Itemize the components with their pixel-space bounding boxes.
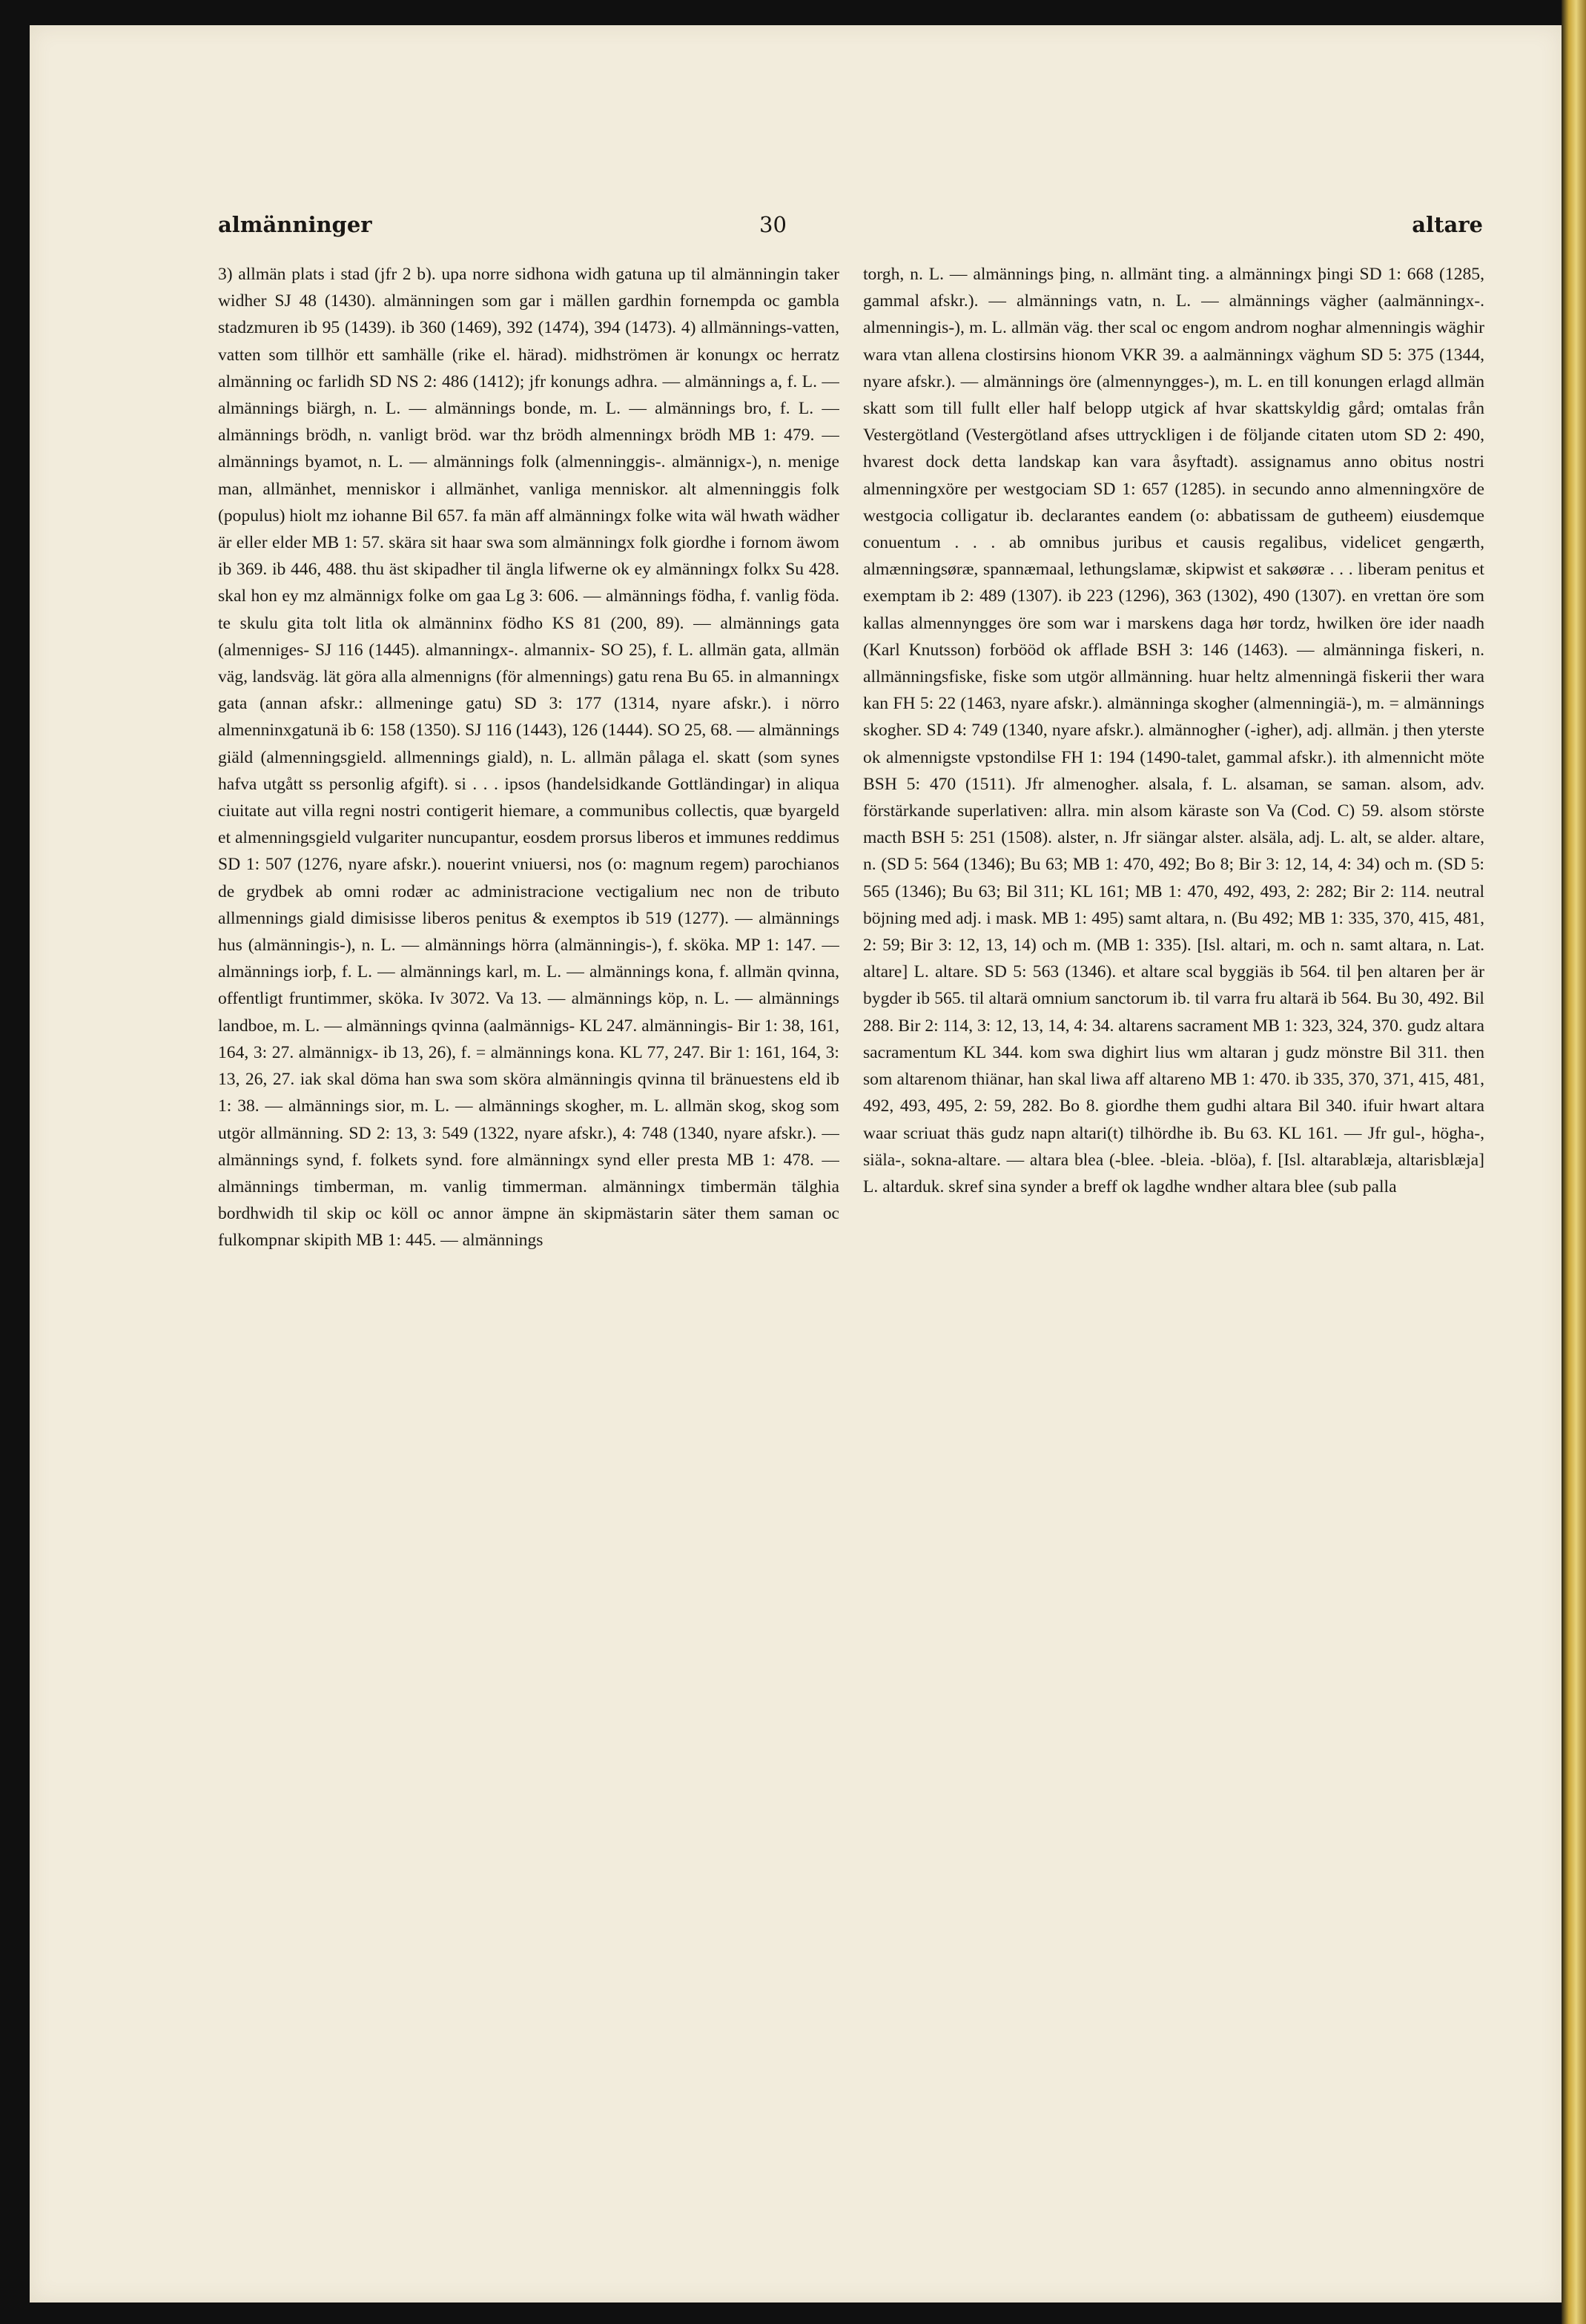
headword-left: almänninger (218, 212, 372, 237)
page-edge-strip (1562, 0, 1586, 2324)
left-column (218, 261, 839, 2262)
right-column (863, 261, 1484, 2262)
running-head (218, 212, 1483, 242)
headword-right: altare (1412, 212, 1483, 237)
right-column-text: torgh, n. L. — almännings þing, n. allmänt ting. a almänningx þingi SD 1: 668 (1285, gammal afskr.). — almännings vatn, n. L. — almännings vägher (aalmänningx-. almenningis-), m. L. allmän väg. ther scal oc engom androm noghar almenningis wäghir wara vtan allena clostirsins hionom VKR 39. a aalmänningx väghum SD 5: 375 (1344, nyare afskr.). — almännings öre (almennyngges-), m. L. en till konungen erlagd allmän skatt som till fullt eller half belopp utgick af hvar skattskyldig gård; omtalas från Vestergötland (Vestergötland afses uttryckligen i de följande citaten utom SD 2: 490, hvarest dock detta landskap kan vara åsyftadt). assignamus anno obitus nostri almenningxöre per westgociam SD 1: 657 (1285). in secundo anno almenningxöre de westgocia colligatur ib. declarantes eandem (o: abbatissam de gutheem) eiusdemque conuentum . . . ab omnibus juribus et causis regalibus, videlicet gengærth, almænningsøræ, spannæmaal, lethungslamæ, skipwist et sakøøræ . . . liberam penitus et exemptam ib 2: 489 (1307). ib 223 (1296), 363 (1302), 490 (1307). en vrettan öre som kallas almennyngges öre som war i marskens daga hør tordz, hwilken öre ider naadh (Karl Knutsson) forbööd ok afflade BSH 3: 146 (1463). — almänninga fiskeri, n. allmänningsfiske, fiske som utgör allmänning. huar heltz almenningä fiskerii ther wara kan FH 5: 22 (1463, nyare afskr.). almänninga skogher (almenningiä-), m. = almännings skogher. SD 4: 749 (1340, nyare afskr.). almännogher (-igher), adj. allmän. j then yterste ok almennigste vpstondilse FH 1: 194 (1490-talet, gammal afskr.). ith almennicht möte BSH 5: 470 (1511). Jfr almenogher. alsala, f. L. alsaman, se saman. alsom, adv. förstärkande superlativen: allra. min alsom käraste son Va (Cod. C) 59. alsom störste macth BSH 5: 251 (1508). alster, n. Jfr siängar alster. alsäla, adj. L. alt, se alder. altare, n. (SD 5: 564 (1346); Bu 63; MB 1: 470, 492; Bo 8; Bir 3: 12, 14, 4: 34) och m. (SD 5: 565 (1346); Bu 63; Bil 311; KL 161; MB 1: 470, 492, 493, 2: 282; Bir 2: 114. neutral böjning med adj. i mask. MB 1: 495) samt altara, n. (Bu 492; MB 1: 335, 370, 415, 481, 2: 59; Bir 3: 12, 13, 14) och m. (MB 1: 335). [Isl. altari, m. och n. samt altara, n. Lat. altare] L. altare. SD 5: 563 (1346). et altare scal byggiäs ib 564. til þen altaren þer är bygder ib 565. til altarä omnium sanctorum ib. til varra fru altarä ib 564. Bu 30, 492. Bil 288. Bir 2: 114, 3: 12, 13, 14, 4: 34. altarens sacrament MB 1: 323, 324, 370. gudz altara sacramentum KL 344. kom swa dighirt lius wm altaran j gudz mönstre Bil 311. then som altarenom thiänar, han skal liwa aff altareno MB 1: 470. ib 335, 370, 371, 415, 481, 492, 493, 495, 2: 59, 282. Bo 8. giordhe them gudhi altara Bil 340. ifuir hwart altara waar scriuat thäs gudz napn altari(t) tilhördhe ib. Bu 63. KL 161. — Jfr gul-, högha-, siäla-, sokna-altare. — altara blea (-blee. -bleia. -blöa), f. [Isl. altarablæja, altarisblæja] L. altarduk. skref sina synder a breff ok lagdhe wndher altara blee (sub palla (863, 265, 1484, 1196)
page-number: 30 (759, 212, 787, 237)
left-column-text: 3) allmän plats i stad (jfr 2 b). upa norre sidhona widh gatuna up til almänningin taker widher SJ 48 (1430). almänningen som gar i mällen gardhin fornempda oc gambla stadzmuren ib 95 (1439). ib 360 (1469), 392 (1474), 394 (1473). 4) allmännings-vatten, vatten som tillhör ett samhälle (rike el. härad). midhströmen är konungx oc herratz almänning oc farlidh SD NS 2: 486 (1412); jfr konungs adhra. — almännings a, f. L. — almännings biärgh, n. L. — almännings bonde, m. L. — almännings bro, f. L. — almännings brödh, n. vanligt bröd. war thz brödh almenningx brödh MB 1: 479. — almännings byamot, n. L. — almännings folk (almenninggis-. almännigx-), n. menige man, allmänhet, menniskor i allmänhet, vanliga menniskor. alt almenninggis folk (populus) hiolt mz iohanne Bil 657. fa män aff almänningx folke wita wäl hwath wädher är eller elder MB 1: 57. skära sit haar swa som almänningx folk giordhe i fornom äwom ib 369. ib 446, 488. thu äst skipadher til ängla lifwerne ok ey almänningx folkx Su 428. skal hon ey mz almännigx folke om gaa Lg 3: 606. — almännings födha, f. vanlig föda. te skulu gita tolt litla ok almänninx födho KS 81 (200, 89). — almännings gata (almenniges- SJ 116 (1445). almanningx-. almannix- SO 25), f. L. allmän gata, allmän väg, landsväg. lät göra alla almennigns (för almennings) gatu rena Bu 65. in almanningx gata (annan afskr.: allmeninge gatu) SD 3: 177 (1314, nyare afskr.). i nörro almenninxgatunä ib 6: 158 (1350). SJ 116 (1443), 126 (1444). SO 25, 68. — almännings giäld (almenningsgield. allmennings giald), n. L. allmän pålaga el. skatt (som synes hafva utgått ss personlig afgift). si . . . ipsos (handelsidkande Gottländingar) in aliqua ciuitate aut villa regni nostri contigerit hiemare, a communibus collectis, quæ byargeld et almenningsgield vulgariter nuncupantur, eosdem prorsus liberos et immunes reddimus SD 1: 507 (1276, nyare afskr.). nouerint vniuersi, nos (o: magnum regem) parochianos de grydbek ab omni rodær ac administracione vectigalium nec non de tributo allmennings giald dimisisse liberos penitus & exemptos ib 519 (1277). — almännings hus (almänningis-), n. L. — almännings hörra (almänningis-), f. sköka. MP 1: 147. — almännings iorþ, f. L. — almännings karl, m. L. — almännings kona, f. allmän qvinna, offentligt fruntimmer, sköka. Iv 3072. Va 13. — almännings köp, n. L. — almännings landboe, m. L. — almännings qvinna (aalmännigs- KL 247. almänningis- Bir 1: 38, 161, 164, 3: 27. almännigx- ib 13, 26), f. = almännings kona. KL 77, 247. Bir 1: 161, 164, 3: 13, 26, 27. iak skal döma han swa som sköra almänningis qvinna til bränuestens eld ib 1: 38. — almännings sior, m. L. — almännings skogher, m. L. allmän skog, skog som utgör allmänning. SD 2: 13, 3: 549 (1322, nyare afskr.), 4: 748 (1340, nyare afskr.). — almännings synd, f. folkets synd. fore almänningx synd eller presta MB 1: 478. — almännings timberman, m. vanlig timmerman. almänningx timbermän tälghia bordhwidh til skip oc köll oc annor ämpne än skipmästarin säter them saman oc fulkompnar skipith MB 1: 445. — almännings (218, 265, 839, 1251)
